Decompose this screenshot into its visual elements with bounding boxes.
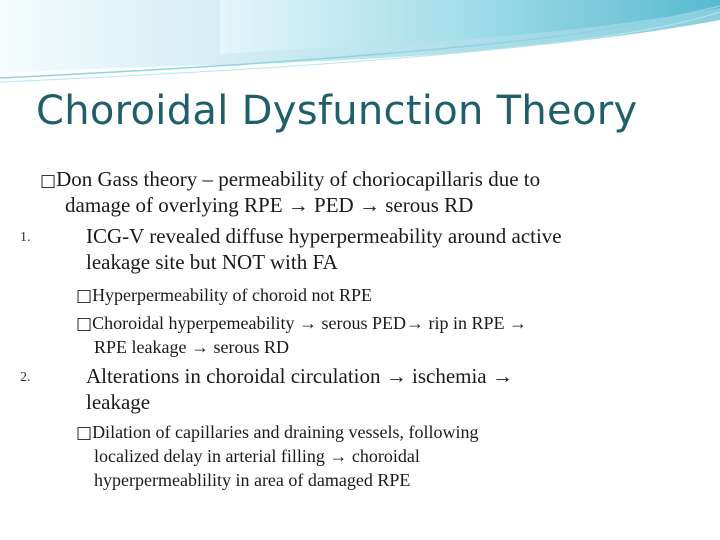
header-wave-decoration <box>0 0 720 90</box>
square-bullet-icon: □ <box>76 314 93 334</box>
sub-bullet-text: Hyperpermeability of choroid not RPE <box>92 285 373 305</box>
bullet-text: Don Gass theory – permeability of choriocapillaris due to <box>56 167 541 191</box>
sub-bullet-text: Choroidal hyperpemeability → serous PED→ rip in RPE → <box>92 313 528 333</box>
square-bullet-icon: □ <box>40 171 57 191</box>
sub-bullet-text-continued: localized delay in arterial filling → choroidal <box>94 446 420 466</box>
square-bullet-icon: □ <box>76 286 93 306</box>
bullet-text-continued: damage of overlying RPE → PED → serous RD <box>65 193 474 217</box>
numbered-item-text: ICG-V revealed diffuse hyperpermeability around active <box>86 224 562 248</box>
numbered-item-text: Alterations in choroidal circulation → ischemia → <box>86 364 513 388</box>
sub-bullet-text-continued: RPE leakage → serous RD <box>94 337 289 357</box>
sub-bullet-line <box>76 283 372 308</box>
numbered-item-text-continued: leakage <box>86 390 151 414</box>
square-bullet-icon: □ <box>76 423 93 443</box>
sub-bullet-line <box>76 420 478 445</box>
sub-bullet-text-continued: hyperpermeablility in area of damaged RPE <box>94 470 411 490</box>
list-number: 2. <box>20 370 31 385</box>
slide-title: Choroidal Dysfunction Theory <box>36 88 638 134</box>
sub-bullet-line <box>76 311 527 336</box>
sub-bullet-text: Dilation of capillaries and draining vessels, following <box>92 422 479 442</box>
bullet-line <box>40 167 540 192</box>
list-number: 1. <box>20 230 31 245</box>
numbered-item-text-continued: leakage site but NOT with FA <box>86 250 338 274</box>
